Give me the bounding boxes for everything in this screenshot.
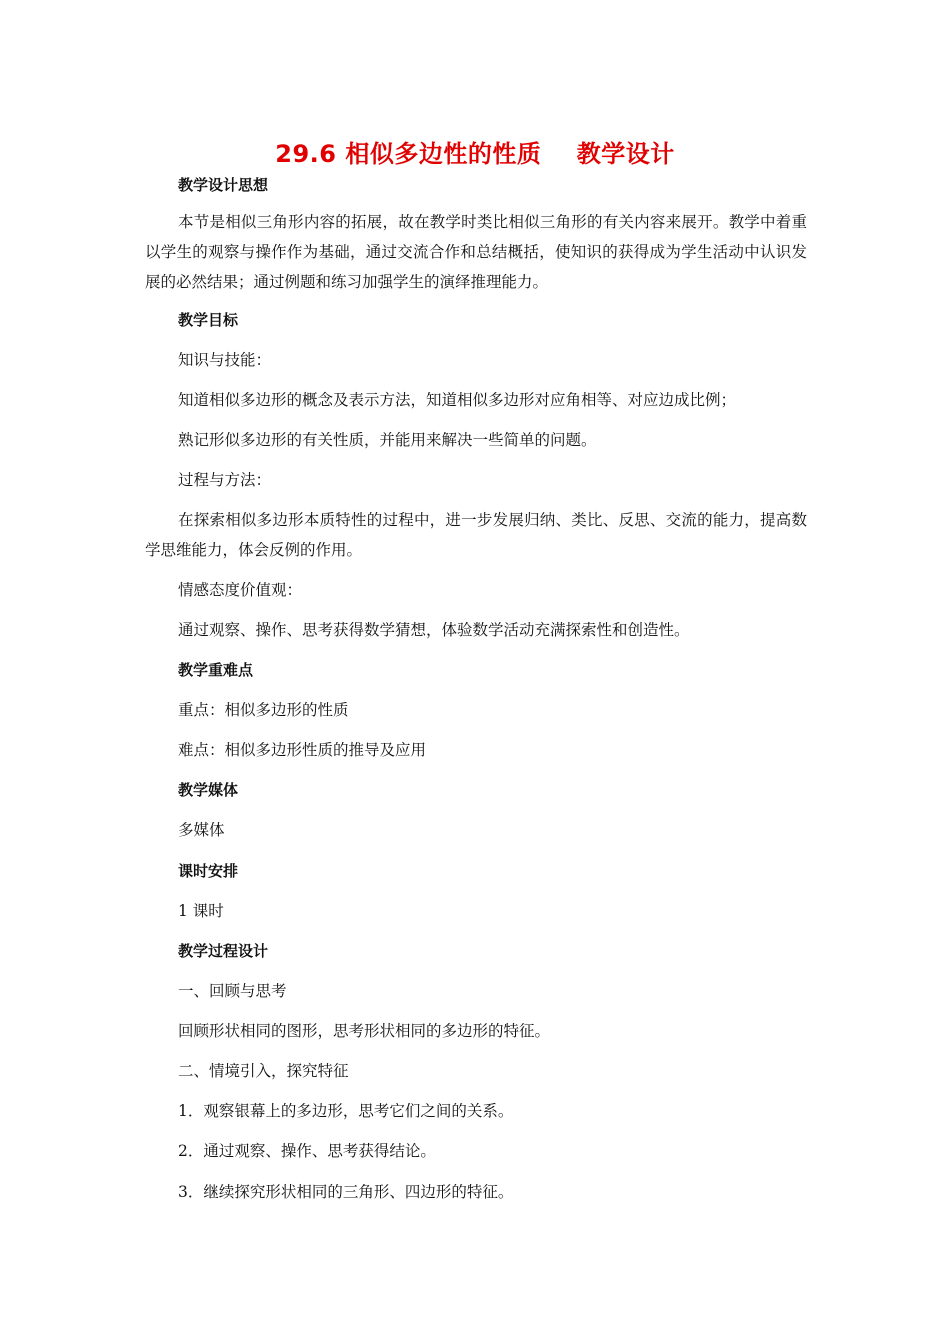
knowledge-label: 知识与技能： xyxy=(178,351,272,369)
process-paragraph: 在探索相似多边形本质特性的过程中，进一步发展归纳、类比、反思、交流的能力，提高数学思维能力，体会反例的作用。 xyxy=(145,511,807,559)
section-2-item-2: 2．通过观察、操作、思考获得结论。 xyxy=(178,1142,436,1160)
section-2-title: 二、情境引入，探究特征 xyxy=(178,1062,349,1080)
key-point: 重点：相似多边形的性质 xyxy=(178,701,349,719)
emotion-label: 情感态度价值观： xyxy=(178,581,303,599)
heading-process: 教学过程设计 xyxy=(178,942,269,960)
knowledge-item-1: 知道相似多边形的概念及表示方法，知道相似多边形对应角相等、对应边成比例； xyxy=(178,391,737,409)
schedule-text: 1 课时 xyxy=(178,902,224,920)
heading-design-idea: 教学设计思想 xyxy=(178,176,269,194)
design-idea-paragraph: 本节是相似三角形内容的拓展，故在教学时类比相似三角形的有关内容来展开。教学中着重以学生的观察与操作作为基础，通过交流合作和总结概括，使知识的获得成为学生活动中认识发展的必然结果；通过例题和练习加强学生的演绎推理能力。 xyxy=(145,213,807,291)
emotion-text: 通过观察、操作、思考获得数学猜想，体验数学活动充满探索性和创造性。 xyxy=(178,621,690,639)
document-title: 29.6 相似多边性的性质 教学设计 xyxy=(275,140,675,168)
section-1-title: 一、回顾与思考 xyxy=(178,982,287,1000)
section-2-item-3: 3．继续探究形状相同的三角形、四边形的特征。 xyxy=(178,1183,514,1201)
difficult-point: 难点：相似多边形性质的推导及应用 xyxy=(178,741,427,759)
process-label: 过程与方法： xyxy=(178,471,272,489)
knowledge-item-2: 熟记形似多边形的有关性质，并能用来解决一些简单的问题。 xyxy=(178,431,597,449)
heading-key-points: 教学重难点 xyxy=(178,661,254,679)
media-text: 多媒体 xyxy=(178,821,225,839)
heading-schedule: 课时安排 xyxy=(178,862,239,880)
section-1-text: 回顾形状相同的图形，思考形状相同的多边形的特征。 xyxy=(178,1022,551,1040)
section-2-item-1: 1．观察银幕上的多边形，思考它们之间的关系。 xyxy=(178,1102,514,1120)
heading-media: 教学媒体 xyxy=(178,781,239,799)
heading-goals: 教学目标 xyxy=(178,311,239,329)
